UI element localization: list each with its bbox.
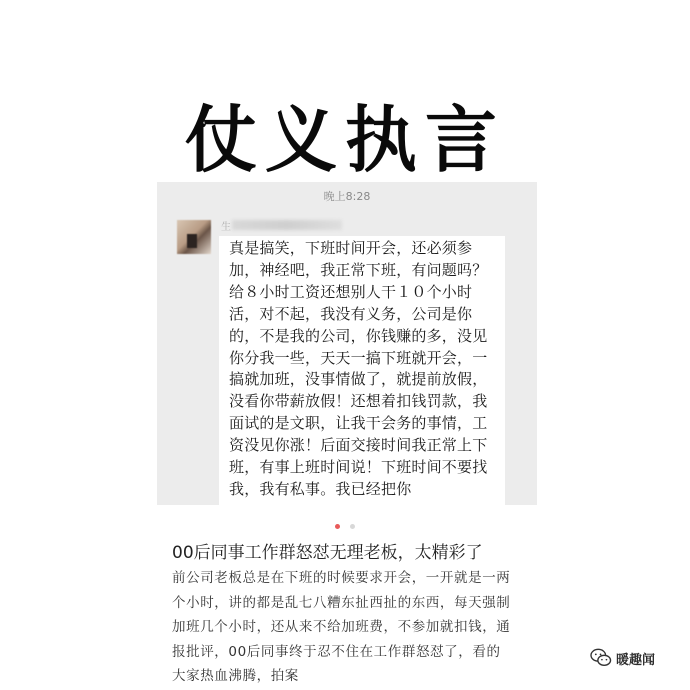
chat-timestamp: 晚上8:28 — [323, 190, 371, 203]
carousel-dot-active[interactable] — [335, 524, 340, 529]
blurred-sender-name — [232, 220, 342, 230]
article-body: 前公司老板总是在下班的时候要求开会，一开就是一两个小时，讲的都是乱七八糟东扯西扯的东西，每天强制加班几个小时，还从来不给加班费，不参加就扣钱，通报批评，00后同事终于忍不住在工作群怒怼了，看的大家热血沸腾，拍案 — [172, 570, 511, 684]
article-title[interactable]: 00后同事工作群怒怼无理老板，太精彩了 — [172, 543, 483, 563]
carousel-dot[interactable] — [350, 524, 355, 529]
carousel-indicator[interactable] — [0, 514, 690, 533]
sender-name: 生 — [221, 222, 231, 233]
headline-title: 仗义执言 — [184, 98, 505, 182]
chat-screenshot — [157, 182, 537, 505]
message-bubble — [219, 236, 505, 505]
wechat-icon — [590, 648, 612, 668]
avatar — [177, 220, 211, 254]
watermark-text: 暖趣闻 — [616, 652, 656, 668]
watermark — [590, 648, 655, 668]
message-text: 真是搞笑，下班时间开会，还必须参加，神经吧，我正常下班，有问题吗？给８小时工资还想别人干１０个小时活，对不起，我没有义务，公司是你的，不是我的公司，你钱赚的多，没见你分我一些，天天一搞下班就开会，一搞就加班，没事情做了，就提前放假，没看你带薪放假！还想着扣钱罚款，我面试的是文职，让我干会务的事情，工资没见你涨！后面交接时间我正常上下班，有事上班时间说！下班时间不要找我，我有私事。我已经把你 — [229, 239, 488, 498]
